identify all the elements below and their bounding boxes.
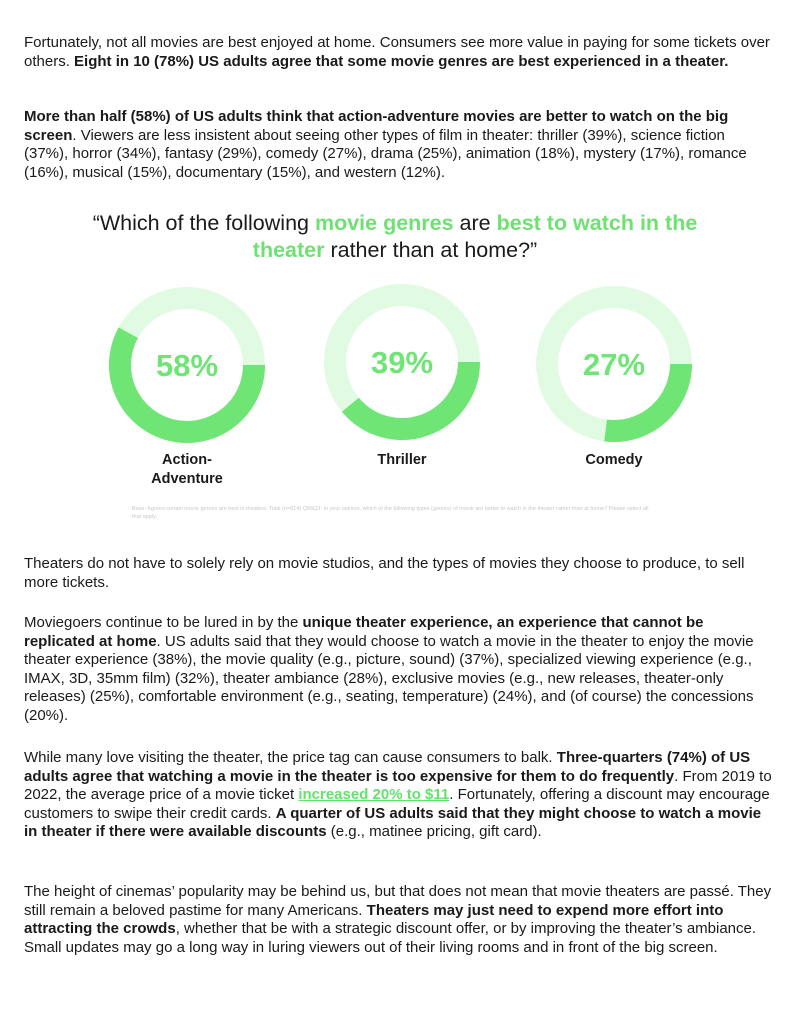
chart-title-part: are xyxy=(453,211,497,235)
closing-paragraph xyxy=(24,883,772,957)
donut-value-label: 39% xyxy=(370,345,434,380)
action-text: . Viewers are less insistent about seeing other types of film in theater: thriller (39%), science fiction (37%), horror (34%), fantasy (29%), comedy (27%), drama (25%), animation (18%), mystery (17%), romance (16%), musical (15%), documentary (15%), and western (12%). xyxy=(24,126,747,181)
price-bold-2: A quarter of US adults said that they might choose to watch a movie in theater if there were available discounts xyxy=(24,804,762,841)
experience-paragraph xyxy=(24,614,772,726)
intro-bold: Eight in 10 (78%) US adults agree that some movie genres are best experienced in a theater. xyxy=(74,52,729,70)
donut-category-label: Action-Adventure xyxy=(151,452,223,487)
experience-text: Moviegoers continue to be lured in by the xyxy=(24,614,303,631)
intro-text: Fortunately, not all movies are best enjoyed at home. Consumers see more value in paying for some tickets over others. xyxy=(24,34,770,70)
price-bold: Three-quarters (74%) of US adults agree that watching a movie in the theater is too expensive for them to do frequently xyxy=(24,749,751,785)
price-text: While many love visiting the theater, the price tag can cause consumers to balk. xyxy=(24,749,557,766)
experience-text-2: . US adults said that they would choose to watch a movie in the theater to enjoy the movie theater experience (38%), the movie quality (e.g., picture, sound) (37%), specialized viewing experience (e.g., IMAX, 3D, 35mm film) (32%), theater ambiance (28%), exclusive movies (e.g., new releases, theater-only releases) (25%), comfortable environment (e.g., seating, temperature) (24%), and (of course) the concessions (20%). xyxy=(24,632,754,724)
donut-chart xyxy=(0,0,791,500)
donut-category-label: Comedy xyxy=(585,452,643,468)
price-text-2: . From 2019 to 2022, the average price of a movie ticket xyxy=(24,767,772,804)
donut-value-label: 27% xyxy=(582,347,646,382)
price-text-3: . Fortunately, offering a discount may encourage customers to swipe their credit cards. xyxy=(24,786,770,822)
closing-bold: Theaters may just need to expend more effort into attracting the crowds xyxy=(24,901,724,938)
chart-title-part: rather than at home?” xyxy=(324,238,538,262)
ticket-price-link[interactable]: increased 20% to $11 xyxy=(298,786,450,804)
closing-text-2: , whether that be with a strategic discount offer, or by improving the theater’s ambiance. Small updates may go a long way in luring viewers out of their living rooms and in front of the big screen. xyxy=(24,920,757,956)
action-bold: More than half (58%) of US adults think that action-adventure movies are better to watch on the big screen xyxy=(24,108,729,144)
theaters-paragraph xyxy=(24,555,772,592)
chart-title-part: “Which of the following xyxy=(92,211,315,235)
theaters-text: Theaters do not have to solely rely on movie studios, and the types of movies they choose to produce, to sell more tickets. xyxy=(24,555,745,591)
price-text-4: (e.g., matinee pricing, gift card). xyxy=(326,823,542,841)
donut-value-label: 58% xyxy=(155,348,219,383)
chart-title-highlight: movie genres xyxy=(314,211,454,235)
closing-text: The height of cinemas’ popularity may be behind us, but that does not mean that movie theaters are passé. They still remain a beloved pastime for many Americans. xyxy=(24,883,772,919)
chart-footnote: Base: Agrees certain movie genres are best in theaters: Total (n=814) Q56Q3: In your opinion, which of the following types (genres) of movie are better to watch in the theater rather than at home? Please select all that apply. xyxy=(132,506,649,520)
price-paragraph xyxy=(24,749,772,842)
chart-title-highlight: best to watch in the theater xyxy=(252,211,698,262)
donut-category-label: Thriller xyxy=(377,452,427,468)
experience-bold: unique theater experience, an experience that cannot be replicated at home xyxy=(24,614,704,650)
